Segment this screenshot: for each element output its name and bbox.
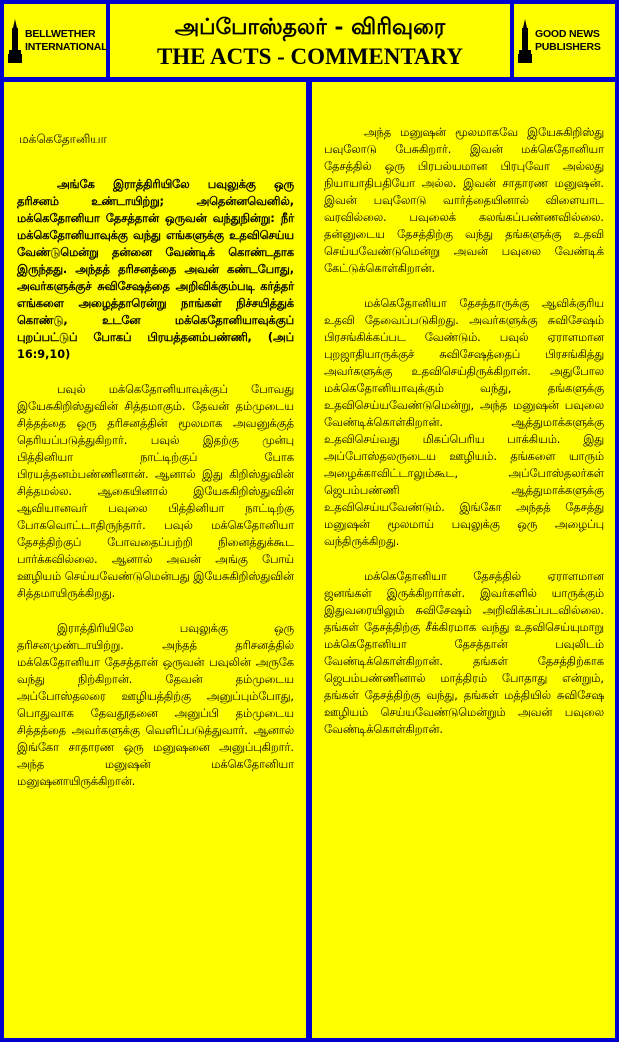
title-english: THE ACTS - COMMENTARY <box>156 44 464 69</box>
logo-left-line1: BELLWETHER <box>25 27 96 40</box>
left-paragraph-2: இராத்திரியிலே பவுலுக்கு ஒரு தரிசனமுண்டாயிற்று. அந்தத் தரிசனத்தில் மக்கெதோனியா தேசத்தான் ஒருவன் பவுலின் அருகே வந்து நிற்கிறான். தேவன் தம்முடைய அப்போஸ்தலரை ஊழியத்திற்கு அனுப்பும்போது, பொதுவாக தேவதூதனை அனுப்பி தம்முடைய சித்தத்தை அவர்களுக்கு வெளிப்படுத்துவார். ஆனால் இங்கோ சாதாரண ஒரு மனுஷனை அனுப்புகிறார். அந்த மனுஷன் மக்கெதோனியா மனுஷனாயிருக்கிறான். <box>17 622 294 788</box>
good-news-logo <box>514 4 615 77</box>
right-paragraph-3: மக்கெதோனியா தேசத்தில் ஏராளமான ஜனங்கள் இருக்கிறார்கள். இவர்களில் யாருக்கும் இதுவரையிலும் சுவிசேஷம் அறிவிக்கப்படவில்லை. தங்கள் தேசத்திற்கு சீக்கிரமாக வந்து உதவிசெய்யுமாறு மக்கெதோனியா தேசத்தான் பவுலிடம் வேண்டிக்கொள்கிறான். தங்கள் தேசத்திற்காக ஜெபம்பண்ணினால் மாத்திரம் போதாது என்றும், தங்கள் தேசத்திற்கு வந்து, தங்கள் மத்தியில் சுவிசேஷ ஊழியம் செய்யவேண்டுமென்றும் அவன் பவுலை வேண்டிக்கொள்கிறான். <box>324 570 604 736</box>
left-column <box>4 82 306 1038</box>
bell-tower-icon <box>8 19 22 63</box>
bellwether-logo <box>4 4 106 77</box>
right-paragraph-2: மக்கெதோனியா தேசத்தாருக்கு ஆவிக்குரிய உதவி தேவைப்படுகிறது. அவர்களுக்கு சுவிசேஷம் பிரசங்கிக்கப்பட வேண்டும். பவுல் ஏராளமான புறஜாதியாருக்குச் சுவிசேஷத்தைப் பிரசங்கித்து அவர்களுக்கு உதவிசெய்திருக்கிறான். அதுபோல மக்கெதோனியாவுக்கும் வந்து, தங்களுக்கு உதவிசெய்யவேண்டுமென்று, அந்த மனுஷன் பவுலை வேண்டிக்கொள்கிறான். ஆத்துமாக்களுக்கு உதவிசெய்வது மிகப்பெரிய பாக்கியம். இது அப்போஸ்தலருடைய ஊழியம். தங்களை யாரும் அழைக்காவிட்டாலும்கூட, அப்போஸ்தலர்கள் ஜெபம்பண்ணி ஆத்துமாக்களுக்கு உதவிசெய்யவேண்டும். இங்கோ அந்தத் தேசத்து மனுஷன் மூலமாய் பவுலுக்கு ஒரு அழைப்பு வந்திருக்கிறது. <box>324 297 604 548</box>
logo-right-line1: GOOD NEWS <box>535 27 600 40</box>
bell-tower-icon <box>518 19 532 63</box>
left-paragraph-1: பவுல் மக்கெதோனியாவுக்குப் போவது இயேசுகிறிஸ்துவின் சித்தமாகும். தேவன் தம்முடைய சித்தத்தை ஒரு தரிசனத்தின் மூலமாக அவனுக்குத் தெரியப்படுத்துகிறார். பவுல் இதற்கு முன்பு பித்தினியா நாட்டிற்குப் போக பிரயத்தனம்பண்ணினான். ஆனால் இது கிறிஸ்துவின் சித்தமல்ல. ஆகையினால் இயேசுகிறிஸ்துவின் ஆவியானவர் பவுலை பித்தினியா நாட்டிற்கு போகவொட்டாதிருந்தார். பவுல் மக்கெதோனியா தேசத்திற்குப் போவதைப்பற்றி நினைத்துக்கூட பார்க்கவில்லை. ஆனால் அவன் அங்கு போய் ஊழியம் செய்யவேண்டுமென்பது இயேசுகிறிஸ்துவின் சித்தமாயிருக்கிறது. <box>17 383 294 600</box>
right-paragraph-1: அந்த மனுஷன் மூலமாகவே இயேசுகிறிஸ்து பவுலோடு பேசுகிறார். இவன் மக்கெதோனியா தேசத்தில் ஒரு பிரபல்யமான பிரபுவோ அல்லது நியாயாதிபதியோ அல்ல. இவன் சாதாரண மனுஷன். இவன் பவுலோடு வார்த்தையினால் விளையாட வரவில்லை. பவுலைக் கலங்கப்பண்ணவில்லை. தன்னுடைய தேசத்திற்கு வந்து தங்களுக்கு உதவி செய்யவேண்டுமென்று அவன் பவுலை வேண்டிக் கேட்டுக்கொள்கிறான். <box>324 126 604 275</box>
logo-left-line2: INTERNATIONAL <box>25 40 108 53</box>
logo-right-line2: PUBLISHERS <box>535 40 601 53</box>
right-column <box>312 82 615 1038</box>
scripture-quote: அங்கே இராத்திரியிலே பவுலுக்கு ஒரு தரிசனம் உண்டாயிற்று; அதென்னவெனில், மக்கெதோனியா தேசத்தான் ஒருவன் வந்துநின்று: நீர் மக்கெதோனியாவுக்கு வந்து எங்களுக்கு உதவிசெய்ய வேண்டுமென்று தன்னை வேண்டிக் கொண்டதாக இருந்தது. அந்தத் தரிசனத்தை அவன் கண்டபோது, அவர்களுக்குச் சுவிசேஷத்தை அறிவிக்கும்படி கர்த்தர் எங்களை அழைத்தாரென்று நாங்கள் நிச்சயித்துக் கொண்டு, உடனே மக்கெதோனியாவுக்குப் புறப்பட்டுப் போகப் பிரயத்தனம்பண்ணி, (அப் 16:9,10) <box>17 178 294 361</box>
title-tamil: அப்போஸ்தலர் - விரிவுரை <box>174 14 446 40</box>
title-banner <box>110 4 510 77</box>
section-heading: மக்கெதோனியா <box>19 132 107 146</box>
